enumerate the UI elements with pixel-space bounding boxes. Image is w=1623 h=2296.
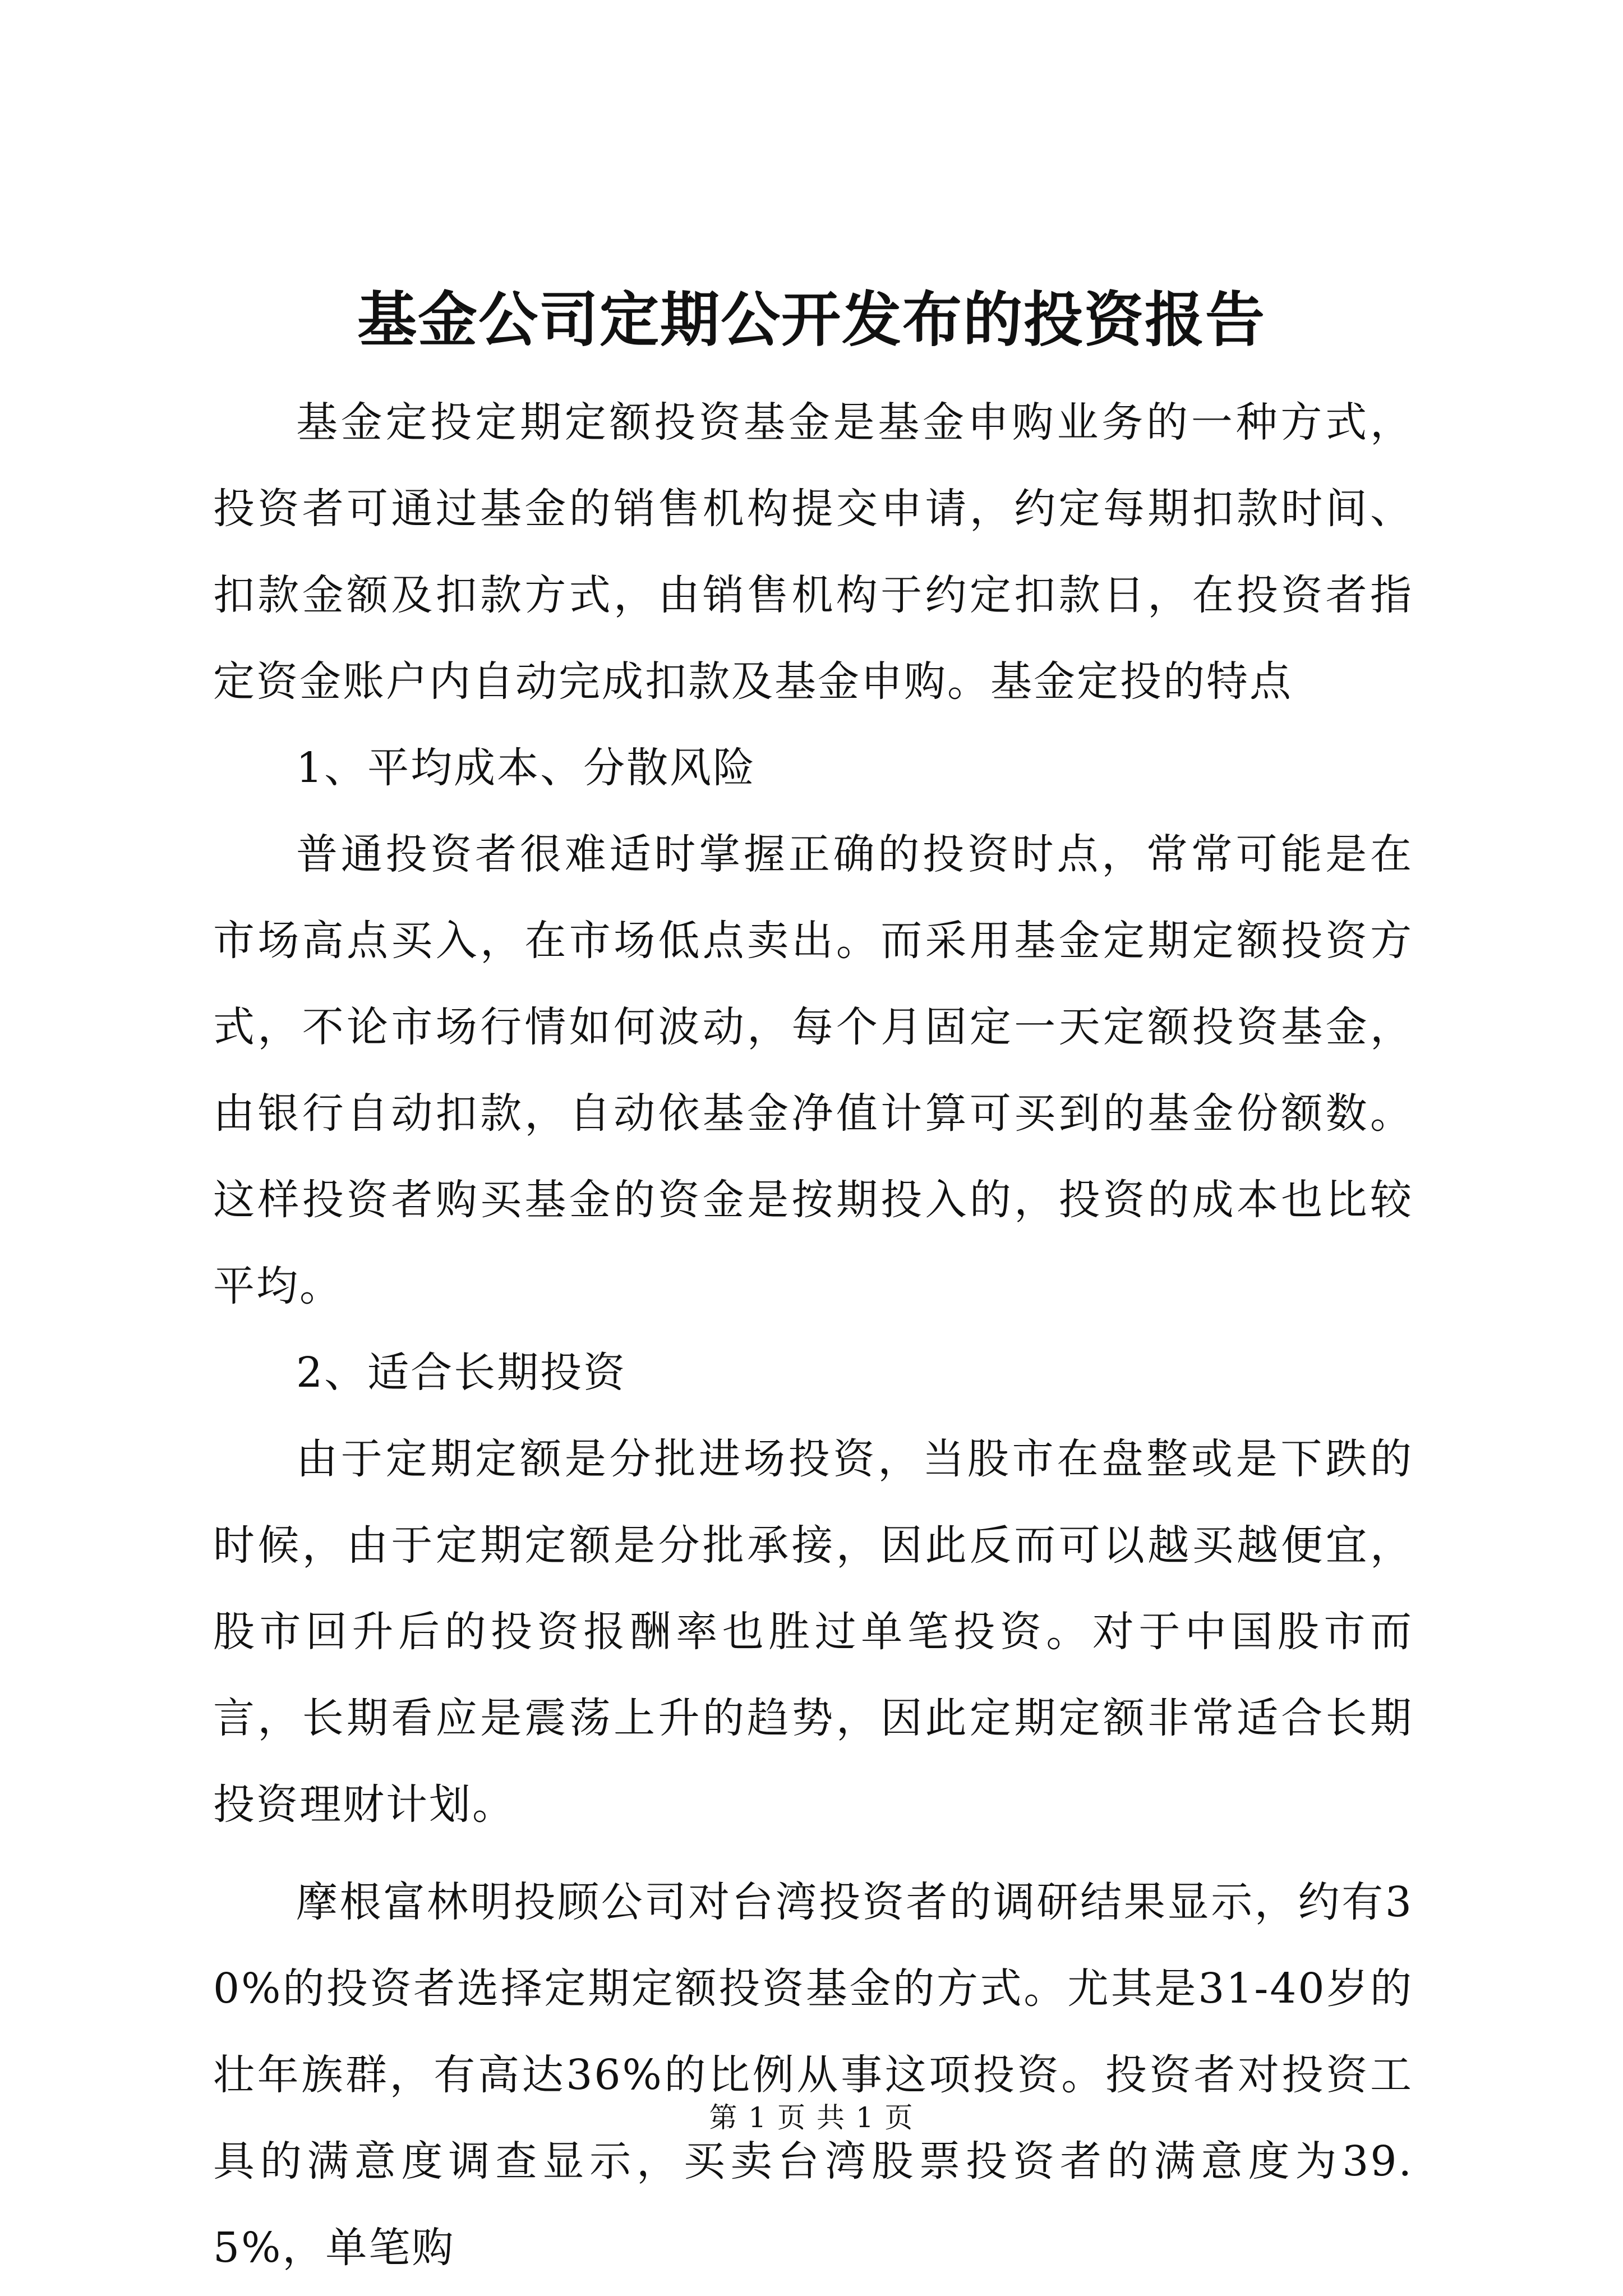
paragraph-intro: 基金定投定期定额投资基金是基金申购业务的一种方式，投资者可通过基金的销售机构提交申请，约定每期扣款时间、扣款金额及扣款方式，由销售机构于约定扣款日，在投资者指定资金账户内自动完成扣款及基金申购。基金定投的特点	[213, 398, 1413, 706]
paragraph-section-1: 普通投资者很难适时掌握正确的投资时点，常常可能是在市场高点买入，在市场低点卖出。而采用基金定期定额投资方式，不论市场行情如何波动，每个月固定一天定额投资基金，由银行自动扣款，自动依基金净值计算可买到的基金份额数。这样投资者购买基金的资金是按期投入的，投资的成本也比较平均。	[213, 830, 1413, 1310]
section-heading-1: 1、平均成本、分散风险	[296, 744, 757, 792]
page-footer: 第 1 页 共 1 页	[709, 2101, 914, 2134]
section-heading-2: 2、适合长期投资	[296, 1349, 627, 1397]
paragraph-section-2: 由于定期定额是分批进场投资，当股市在盘整或是下跌的时候，由于定期定额是分批承接，因此反而可以越买越便宜，股市回升后的投资报酬率也胜过单笔投资。对于中国股市而言，长期看应是震荡上升的趋势，因此定期定额非常适合长期投资理财计划。	[213, 1435, 1413, 1829]
document-body	[213, 379, 1413, 2291]
paragraph-survey: 摩根富林明投顾公司对台湾投资者的调研结果显示，约有30%的投资者选择定期定额投资基金的方式。尤其是31-40岁的壮年族群，有高达36%的比例从事这项投资。投资者对投资工具的满意度调查显示，买卖台湾股票投资者的满意度为39.5%，单笔购	[213, 1878, 1413, 2272]
document-title: 基金公司定期公开发布的投资报告	[357, 284, 1266, 355]
